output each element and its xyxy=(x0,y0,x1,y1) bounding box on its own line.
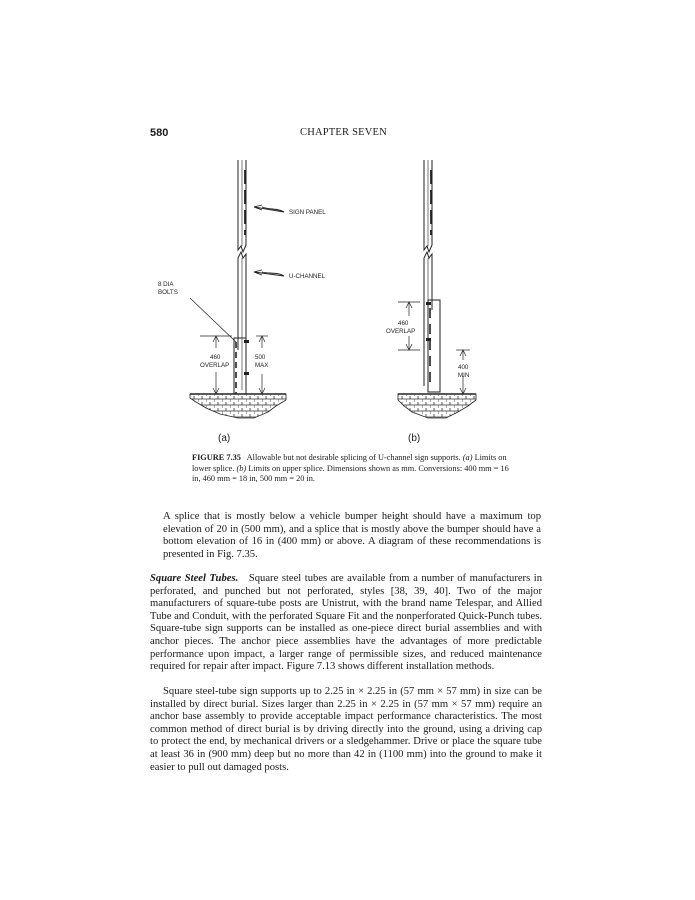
caption-b-mark: (b) xyxy=(236,463,247,473)
label-b-overlap-value: 460 xyxy=(398,320,409,327)
label-u-channel: U-CHANNEL xyxy=(289,273,326,280)
label-b-min-value: 400 xyxy=(458,364,469,371)
paragraph-direct-burial: Square steel-tube sign supports up to 2.25 in × 2.25 in (57 mm × 57 mm) in size can be installed by direct burial. Sizes larger than 2.25 in × 2.25 in (57 mm × 57 mm) require an anchor base assembly to provide acceptable impact performance characteristics. The most common method of direct burial is by driving directly into the ground, using a driving cap to protect the end, by mechanical drivers or a sledgehammer. Drive or place the square tube at least 36 in (900 mm) deep but no more than 42 in (1100 mm) into the ground to make it easier to pull out damaged posts. xyxy=(150,686,542,773)
label-a-overlap: OVERLAP xyxy=(200,362,230,369)
panel-a-drawing xyxy=(190,160,286,418)
label-a-overlap-value: 460 xyxy=(210,354,221,361)
caption-a-mark: (a) xyxy=(462,453,473,462)
paragraph-square-steel-tubes-text: Square steel tubes are available from a number of manufacturers in perforated, and punched but not perforated, styles [38, 39, 40]. Two of the major manufacturers of square-tube posts are Unistrut, with the brand name Telespar, and Allied Tube and Conduit, with the perforated Square Fit and the nonperforated Quick-Punch tubes. Square-tube sign supports can be installed as one-piece direct burial assemblies and with anchor pieces. The anchor piece assemblies have the advantages of more predictable performance upon impact, a larger range of permissible sizes, and reduced maintenance required for repair after impact. Figure 7.13 shows different installation methods. xyxy=(150,573,542,673)
figure-caption xyxy=(192,453,512,485)
section-heading-square-steel-tubes: Square Steel Tubes. xyxy=(150,573,239,584)
label-b-overlap: OVERLAP xyxy=(386,328,416,335)
caption-text-4: Conversions: 400 mm = 16 in, 460 mm = 18 in, 500 mm = 20 in. xyxy=(192,463,509,484)
figure-7-35 xyxy=(150,150,540,450)
panel-label-a: (a) xyxy=(218,433,231,444)
paragraph-splice-elevation: A splice that is mostly below a vehicle bumper height should have a maximum top elevation of 20 in (500 mm), and a splice that is mostly above the bumper should have a bottom elevation of 16 in (400 mm) or above. A diagram of these recommendations is presented in Fig. 7.35. xyxy=(163,511,541,560)
splice-diagram xyxy=(150,150,540,450)
caption-text-3: Limits on upper splice. Dimensions shown as mm. xyxy=(248,463,417,473)
paragraph-square-steel-tubes xyxy=(150,573,542,674)
panel-label-b: (b) xyxy=(408,433,421,444)
caption-figure-number: FIGURE 7.35 xyxy=(192,453,241,462)
label-b-min: MIN xyxy=(458,372,470,379)
running-head: CHAPTER SEVEN xyxy=(300,127,387,138)
caption-text-1: Allowable but not desirable splicing of U-channel sign supports. xyxy=(246,453,461,462)
label-bolts: BOLTS xyxy=(158,289,178,296)
label-a-max: MAX xyxy=(255,362,269,369)
label-a-max-value: 500 xyxy=(255,354,266,361)
page-number: 580 xyxy=(150,127,169,139)
panel-b-drawing xyxy=(398,160,476,418)
label-bolts-size: 8 DIA xyxy=(158,281,174,288)
label-sign-panel: SIGN PANEL xyxy=(289,209,326,216)
caption-text-2: Limits on lower splice. xyxy=(192,453,507,473)
